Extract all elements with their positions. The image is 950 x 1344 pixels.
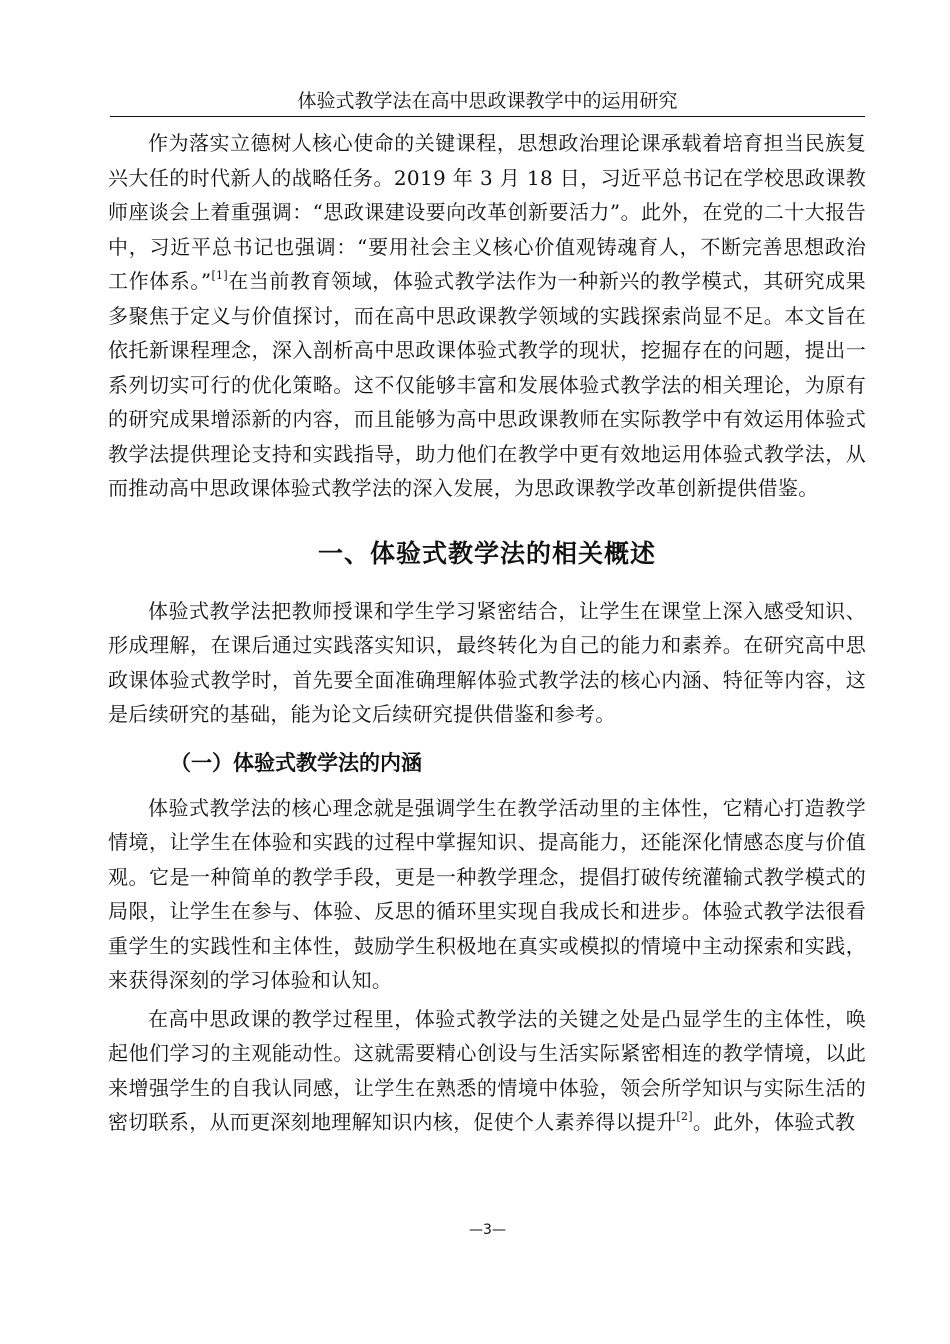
page-number: —3—: [469, 1222, 506, 1238]
subsection-text-a: 在高中思政课的教学过程里，体验式教学法的关键之处是凸显学生的主体性，唤起他们学习的主观能动性。这就需要精心创设与生活实际紧密相连的教学情境，以此来增强学生的自我认同感，让学生在熟悉的情境中体验，领会所学知识与实际生活的密切联系，从而更深刻地理解知识内核，促使个人素养得以提升: [108, 1006, 866, 1134]
citation-2: [2]: [676, 1110, 693, 1123]
subsection-text-b: 。此外，体验式教: [692, 1110, 856, 1134]
section-heading: 一、体验式教学法的相关概述: [317, 538, 656, 568]
document-body: [108, 126, 866, 1140]
intro-paragraph: [108, 126, 866, 506]
subsection-heading: （一）体验式教学法的内涵: [170, 750, 422, 775]
subsection-paragraph-2: [108, 1002, 866, 1140]
subsection-paragraph-1: 体验式教学法的核心理念就是强调学生在教学活动里的主体性，它精心打造教学情境，让学生在体验和实践的过程中掌握知识、提高能力，还能深化情感态度与价值观。它是一种简单的教学手段，更是一种教学理念，提倡打破传统灌输式教学模式的局限，让学生在参与、体验、反思的循环里实现自我成长和进步。体验式教学法很看重学生的实践性和主体性，鼓励学生积极地在真实或模拟的情境中主动探索和实践，来获得深刻的学习体验和认知。: [108, 795, 866, 992]
intro-text-b: 在当前教育领域，体验式教学法作为一种新兴的教学模式，其研究成果多聚焦于定义与价值探讨，而在高中思政课教学领域的实践探索尚显不足。本文旨在依托新课程理念，深入剖析高中思政课体验式教学的现状，挖掘存在的问题，提出一系列切实可行的优化策略。这不仅能够丰富和发展体验式教学法的相关理论，为原有的研究成果增添新的内容，而且能够为高中思政课教师在实际教学中有效运用体验式教学法提供理论支持和实践指导，助力他们在教学中更有效地运用体验式教学法，从而推动高中思政课体验式教学法的深入发展，为思政课教学改革创新提供借鉴。: [108, 269, 866, 500]
section-paragraph: 体验式教学法把教师授课和学生学习紧密结合，让学生在课堂上深入感受知识、形成理解，在课后通过实践落实知识，最终转化为自己的能力和素养。在研究高中思政课体验式教学时，首先要全面准确理解体验式教学法的核心内涵、特征等内容，这是后续研究的基础，能为论文后续研究提供借鉴和参考。: [108, 598, 866, 726]
citation-1: [1]: [211, 269, 228, 282]
header-rule: [110, 116, 865, 117]
running-header: 体验式教学法在高中思政课教学中的运用研究: [297, 90, 678, 112]
intro-text-a: 作为落实立德树人核心使命的关键课程，思想政治理论课承载着培育担当民族复兴大任的时代新人的战略任务。2019 年 3 月 18 日，习近平总书记在学校思政课教师座谈会上着重强调：“思政课建设要向改革创新要活力”。此外，在党的二十大报告中，习近平总书记也强调：“要用社会主义核心价值观铸魂育人，不断完善思想政治工作体系。”: [108, 131, 866, 293]
